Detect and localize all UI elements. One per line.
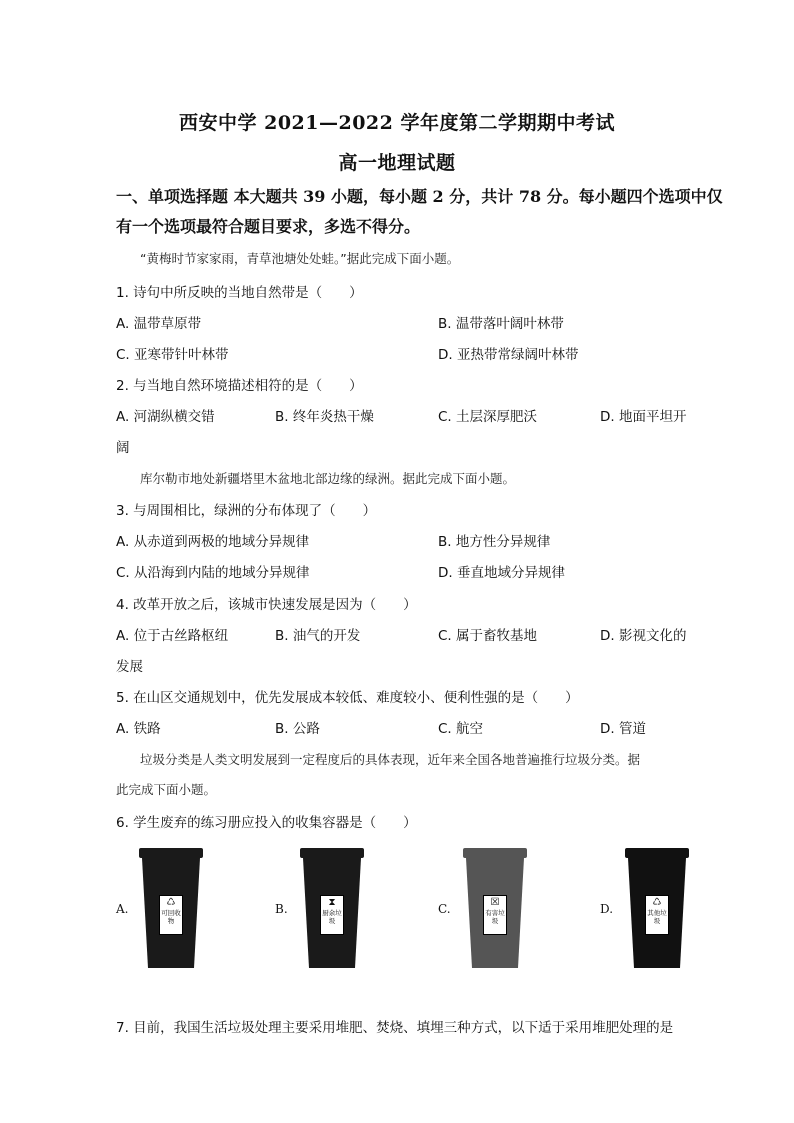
question-6-option-c-letter: C. — [438, 902, 451, 916]
question-3-option-c: C. 从沿海到内陆的地域分异规律 — [116, 565, 310, 581]
question-1-option-c: C. 亚寒带针叶林带 — [116, 347, 229, 363]
question-5-option-a: A. 铁路 — [116, 721, 161, 737]
bin-label-text: 可回收物 — [161, 909, 181, 925]
question-6-option-a-letter: A. — [116, 902, 129, 916]
question-6-option-d-letter: D. — [600, 902, 614, 916]
section-heading-line2: 有一个选项最符合题目要求，多选不得分。 — [116, 217, 421, 236]
question-1-stem: 1. 诗句中所反映的当地自然带是（ ） — [116, 285, 363, 301]
question-3-option-b: B. 地方性分异规律 — [438, 534, 551, 550]
question-2-option-b: B. 终年炎热干燥 — [275, 409, 374, 425]
intro-garbage-line1: 垃圾分类是人类文明发展到一定程度后的具体表现，近年来全国各地普遍推行垃圾分类。据 — [140, 752, 641, 767]
question-1-option-b: B. 温带落叶阔叶林带 — [438, 316, 564, 332]
bin-lid — [139, 848, 203, 858]
exam-subtitle: 高一地理试题 — [338, 152, 456, 174]
question-5-option-d: D. 管道 — [600, 721, 646, 737]
bin-label-text: 有害垃圾 — [485, 909, 505, 925]
question-4-option-d: D. 影视文化的 — [600, 628, 687, 644]
intro-korla: 库尔勒市地处新疆塔里木盆地北部边缘的绿洲。据此完成下面小题。 — [140, 471, 516, 486]
question-3-option-d: D. 垂直地域分异规律 — [438, 565, 565, 581]
question-4-option-c: C. 属于畜牧基地 — [438, 628, 538, 644]
bin-lid — [300, 848, 364, 858]
hazard-symbol-icon: ☒ — [490, 897, 500, 908]
question-4-option-d-continued: 发展 — [116, 659, 143, 675]
question-5-option-c: C. 航空 — [438, 721, 484, 737]
bin-label — [645, 895, 669, 935]
hazardous-waste-bin-icon — [460, 846, 530, 970]
question-2-option-c: C. 土层深厚肥沃 — [438, 409, 538, 425]
question-1-option-a: A. 温带草原带 — [116, 316, 202, 332]
intro-poem: “黄梅时节家家雨，青草池塘处处蛙。”据此完成下面小题。 — [140, 251, 460, 266]
question-5-option-b: B. 公路 — [275, 721, 320, 737]
bin-lid — [463, 848, 527, 858]
question-1-option-d: D. 亚热带常绿阔叶林带 — [438, 347, 579, 363]
other-symbol-icon: ♺ — [652, 897, 662, 908]
bin-lid — [625, 848, 689, 858]
bin-label — [320, 895, 344, 935]
question-4-stem: 4. 改革开放之后，该城市快速发展是因为（ ） — [116, 597, 417, 613]
bin-label-text: 厨余垃圾 — [322, 909, 342, 925]
question-2-stem: 2. 与当地自然环境描述相符的是（ ） — [116, 378, 363, 394]
bin-label — [159, 895, 183, 935]
bin-label-text: 其他垃圾 — [647, 909, 667, 925]
question-3-option-a: A. 从赤道到两极的地域分异规律 — [116, 534, 310, 550]
question-4-option-a: A. 位于古丝路枢纽 — [116, 628, 229, 644]
question-4-option-b: B. 油气的开发 — [275, 628, 361, 644]
question-6-stem: 6. 学生废弃的练习册应投入的收集容器是（ ） — [116, 815, 417, 831]
question-6-option-b-letter: B. — [275, 902, 288, 916]
question-2-option-a: A. 河湖纵横交错 — [116, 409, 215, 425]
question-5-stem: 5. 在山区交通规划中，优先发展成本较低、难度较小、便利性强的是（ ） — [116, 690, 579, 706]
kitchen-waste-bin-icon — [297, 846, 367, 970]
other-waste-bin-icon — [622, 846, 692, 970]
section-heading-line1: 一、单项选择题 本大题共 39 小题，每小题 2 分，共计 78 分。每小题四个选项中仅 — [116, 187, 723, 206]
question-2-option-d-continued: 阔 — [116, 440, 130, 456]
question-2-option-d: D. 地面平坦开 — [600, 409, 687, 425]
question-7-stem: 7. 目前，我国生活垃圾处理主要采用堆肥、焚烧、填埋三种方式，以下适于采用堆肥处理的是 — [116, 1020, 674, 1036]
hourglass-symbol-icon: ⧗ — [328, 897, 336, 908]
recycling-bin-icon — [136, 846, 206, 970]
question-3-stem: 3. 与周围相比，绿洲的分布体现了（ ） — [116, 503, 377, 519]
exam-title: 西安中学 2021—2022 学年度第二学期期中考试 — [179, 112, 615, 134]
recycle-symbol-icon: ♺ — [166, 897, 176, 908]
bin-label — [483, 895, 507, 935]
intro-garbage-line2: 此完成下面小题。 — [116, 782, 217, 797]
